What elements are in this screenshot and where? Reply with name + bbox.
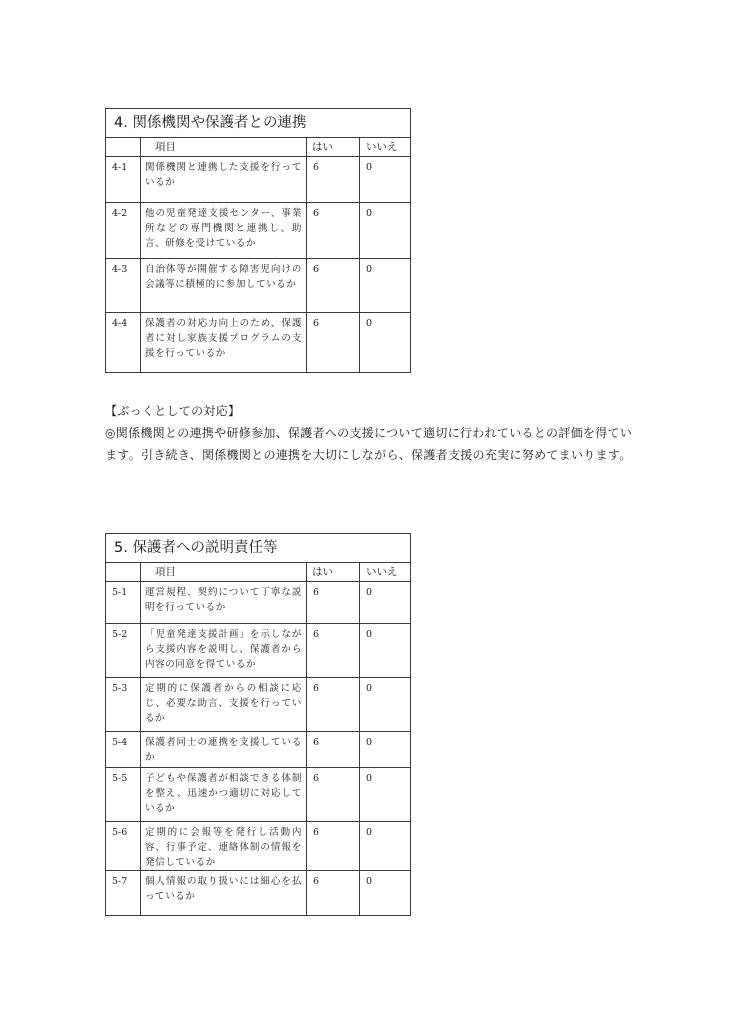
no-count: 0 xyxy=(360,768,411,822)
table-row xyxy=(106,313,411,373)
yes-count: 6 xyxy=(307,871,360,916)
item-text: 定期的に会報等を発行し活動内容、行事予定、連絡体制の情報を発信しているか xyxy=(141,822,307,871)
table-row xyxy=(106,678,411,732)
table-header-row xyxy=(106,563,411,582)
item-text: 定期的に保護者からの相談に応じ、必要な助言、支援を行っているか xyxy=(141,678,307,732)
item-text: 関係機関と連携した支援を行っているか xyxy=(141,157,307,203)
table-row xyxy=(106,157,411,203)
header-item: 項目 xyxy=(141,138,307,157)
item-text: 自治体等が開催する障害児向けの会議等に積極的に参加しているか xyxy=(141,259,307,313)
table-row xyxy=(106,259,411,313)
no-count: 0 xyxy=(360,582,411,624)
yes-count: 6 xyxy=(307,313,360,373)
header-no xyxy=(106,138,141,157)
header-item: 項目 xyxy=(141,563,307,582)
item-number: 4-3 xyxy=(106,259,141,313)
no-count: 0 xyxy=(360,871,411,916)
header-no-answer: いいえ xyxy=(360,138,411,157)
item-number: 5-5 xyxy=(106,768,141,822)
section5-title: 5. 保護者への説明責任等 xyxy=(106,534,411,563)
item-number: 5-4 xyxy=(106,732,141,768)
yes-count: 6 xyxy=(307,768,360,822)
yes-count: 6 xyxy=(307,624,360,678)
item-number: 5-2 xyxy=(106,624,141,678)
response-body: ◎関係機関との連携や研修参加、保護者への支援について適切に行われているとの評価を得ています。引き続き、関係機関との連携を大切にしながら、保護者支援の充実に努めてまいります。 xyxy=(105,426,633,462)
no-count: 0 xyxy=(360,203,411,259)
table-header-row xyxy=(106,138,411,157)
header-yes: はい xyxy=(307,138,360,157)
item-number: 5-6 xyxy=(106,822,141,871)
item-text: 保護者の対応力向上のため、保護者に対し家族支援プログラムの支援を行っているか xyxy=(141,313,307,373)
item-text: 「児童発達支援計画」を示しながら支援内容を説明し、保護者から内容の同意を得ているか xyxy=(141,624,307,678)
header-no xyxy=(106,563,141,582)
yes-count: 6 xyxy=(307,203,360,259)
item-text: 個人情報の取り扱いには細心を払っているか xyxy=(141,871,307,916)
item-number: 4-4 xyxy=(106,313,141,373)
item-text: 子どもや保護者が相談できる体制を整え、迅速かつ適切に対応しているか xyxy=(141,768,307,822)
table-row xyxy=(106,822,411,871)
table-row xyxy=(106,871,411,916)
yes-count: 6 xyxy=(307,822,360,871)
table-row xyxy=(106,768,411,822)
table-row xyxy=(106,624,411,678)
table-row xyxy=(106,732,411,768)
no-count: 0 xyxy=(360,259,411,313)
no-count: 0 xyxy=(360,678,411,732)
section4-table xyxy=(105,108,411,373)
item-number: 4-1 xyxy=(106,157,141,203)
yes-count: 6 xyxy=(307,157,360,203)
item-text: 保護者同士の連携を支援しているか xyxy=(141,732,307,768)
item-text: 運営規程、契約について丁寧な説明を行っているか xyxy=(141,582,307,624)
section5-table xyxy=(105,533,411,916)
section4-title: 4. 関係機関や保護者との連携 xyxy=(106,109,411,138)
table-row xyxy=(106,582,411,624)
item-text: 他の児童発達支援センター、事業所などの専門機関と連携し、助言、研修を受けているか xyxy=(141,203,307,259)
item-number: 4-2 xyxy=(106,203,141,259)
yes-count: 6 xyxy=(307,678,360,732)
yes-count: 6 xyxy=(307,259,360,313)
no-count: 0 xyxy=(360,624,411,678)
no-count: 0 xyxy=(360,822,411,871)
item-number: 5-1 xyxy=(106,582,141,624)
no-count: 0 xyxy=(360,732,411,768)
header-no-answer: いいえ xyxy=(360,563,411,582)
no-count: 0 xyxy=(360,313,411,373)
header-yes: はい xyxy=(307,563,360,582)
no-count: 0 xyxy=(360,157,411,203)
yes-count: 6 xyxy=(307,582,360,624)
table-row xyxy=(106,203,411,259)
response-heading: 【ぶっくとしての対応】 xyxy=(105,404,241,418)
item-number: 5-3 xyxy=(106,678,141,732)
item-number: 5-7 xyxy=(106,871,141,916)
yes-count: 6 xyxy=(307,732,360,768)
